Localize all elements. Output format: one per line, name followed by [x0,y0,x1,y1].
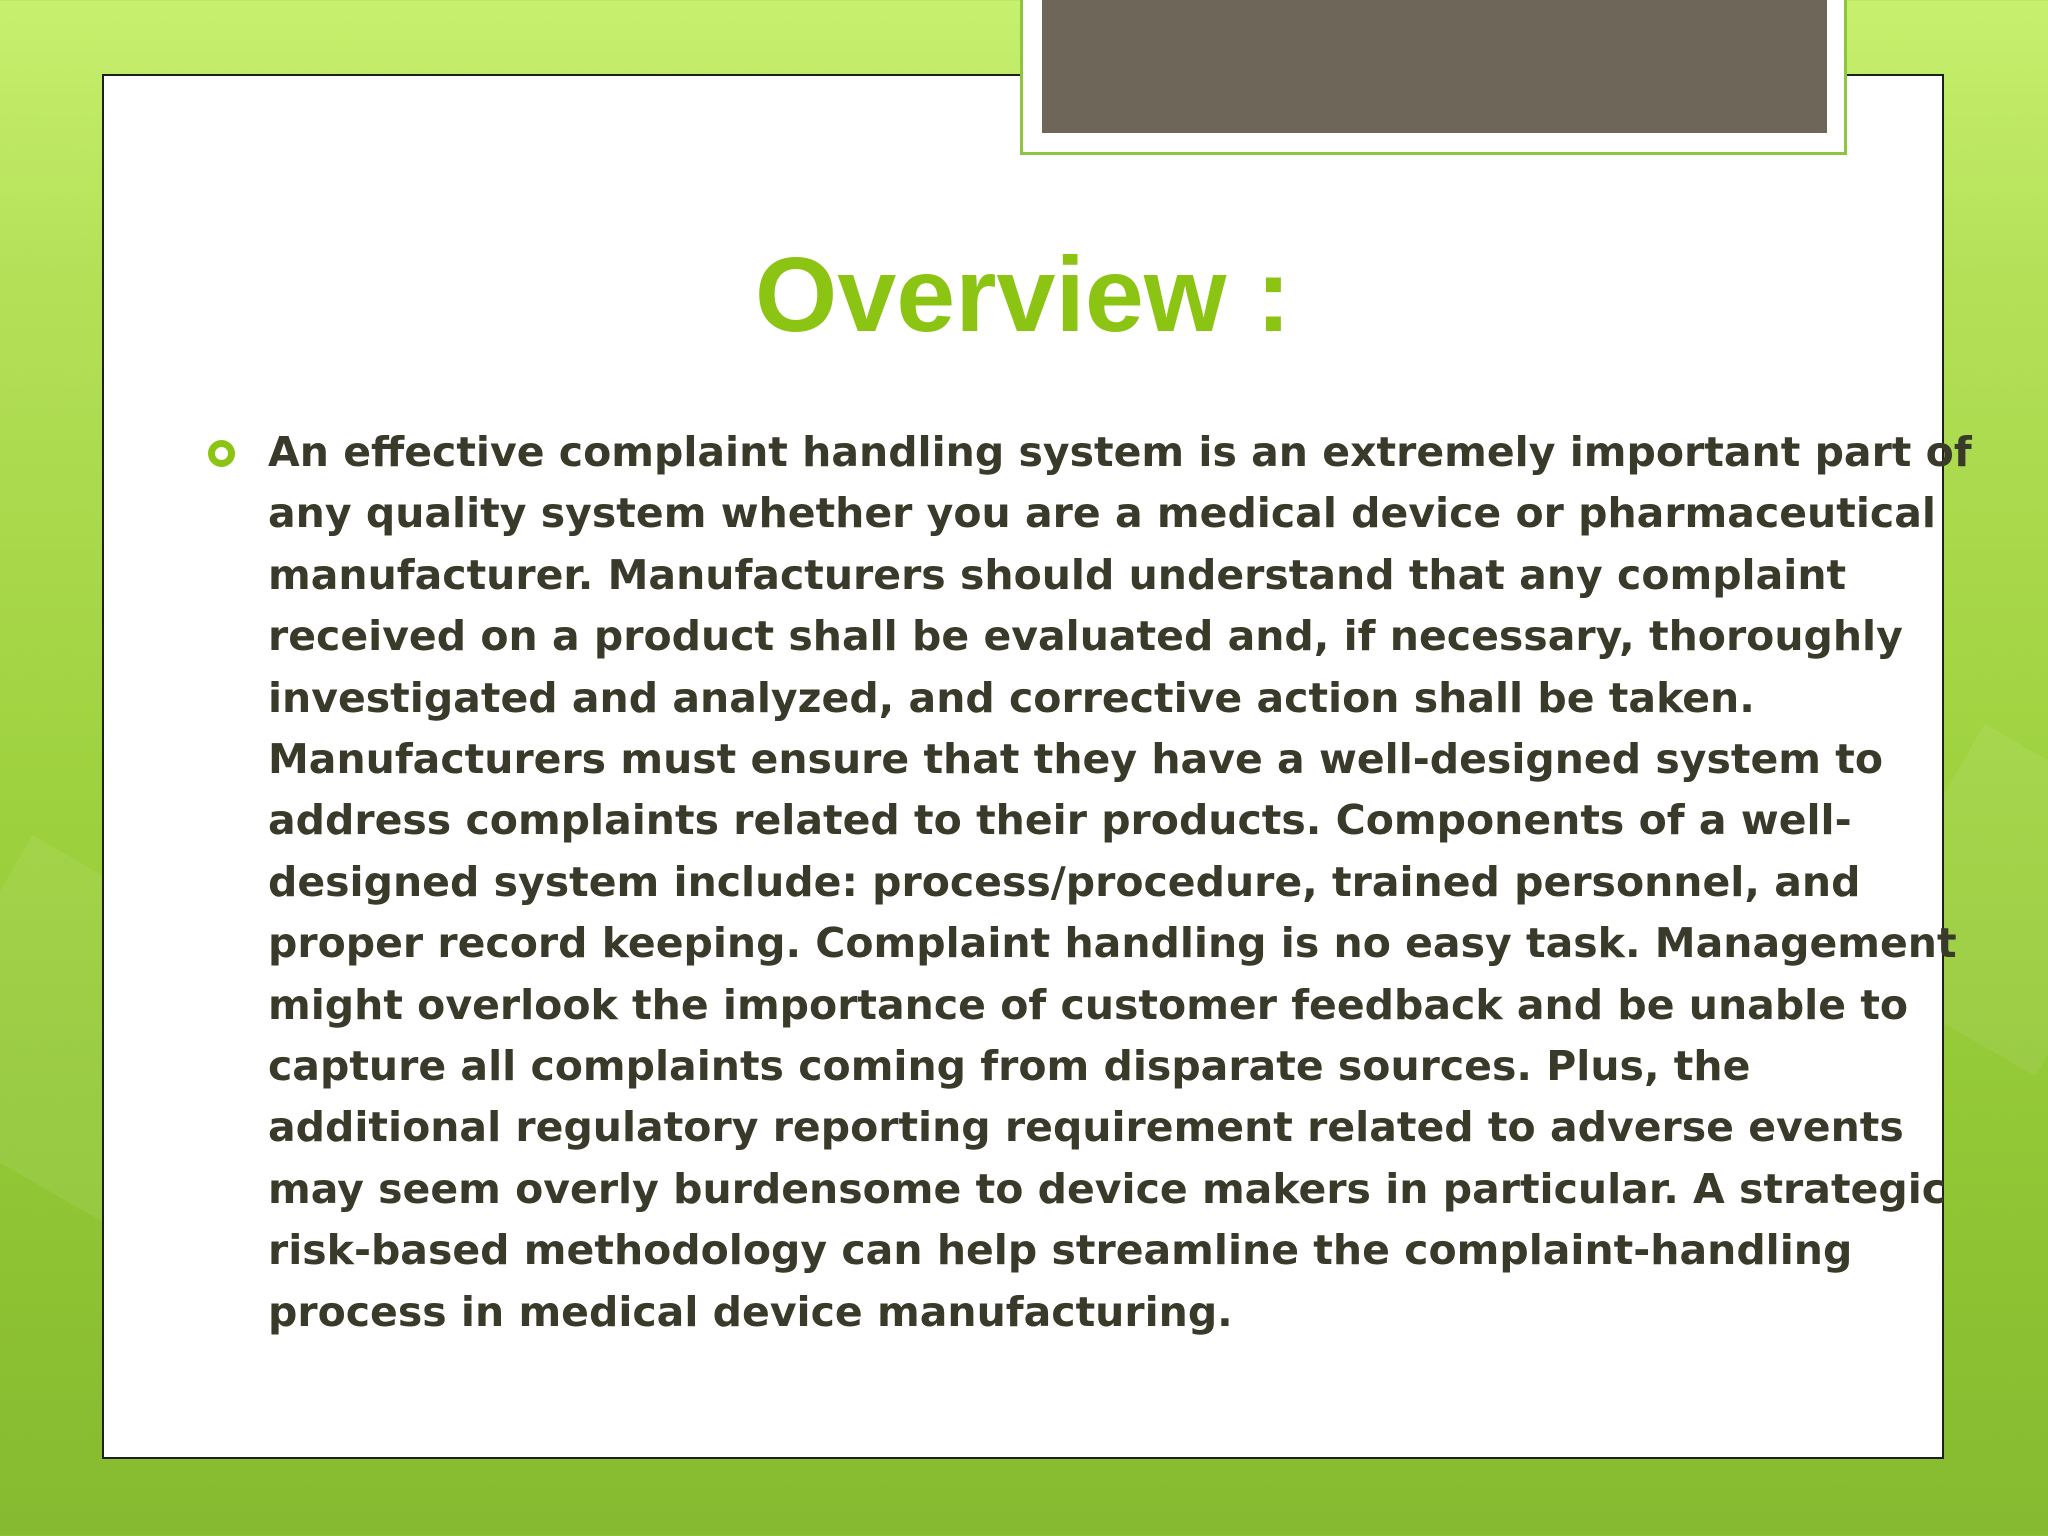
slide-title: Overview : [754,236,1292,354]
bullet-icon [208,440,235,467]
bullet-line: might overlook the importance of customer feedback and be unable to [268,980,1909,1029]
bullet-line: An effective complaint handling system is an extremely important part of [268,428,1972,476]
bullet-line: any quality system whether you are a medical device or pharmaceutical [268,489,1936,538]
bullet-line: risk-based methodology can help streamline the complaint-handling [268,1226,1853,1275]
bullet-line: received on a product shall be evaluated and, if necessary, thoroughly [268,612,1903,661]
bullet-paragraph [268,422,1972,1343]
bullet-line: designed system include: process/procedure, trained personnel, and [268,857,1861,906]
bullet-line: capture all complaints coming from disparate sources. Plus, the [268,1042,1751,1091]
bullet-line: process in medical device manufacturing. [268,1287,1233,1336]
bullet-line: additional regulatory reporting requirement related to adverse events [268,1103,1904,1152]
bullet-line: proper record keeping. Complaint handling is no easy task. Management [268,919,1957,968]
bullet-line: may seem overly burdensome to device makers in particular. A strategic [268,1164,1947,1213]
bullet-line: address complaints related to their products. Components of a well- [268,796,1852,845]
header-tab [1042,0,1827,133]
bullet-line: Manufacturers must ensure that they have a well-designed system to [268,735,1884,784]
bullet-line: investigated and analyzed, and corrective action shall be taken. [268,673,1755,722]
bullet-line: manufacturer. Manufacturers should understand that any complaint [268,550,1847,599]
